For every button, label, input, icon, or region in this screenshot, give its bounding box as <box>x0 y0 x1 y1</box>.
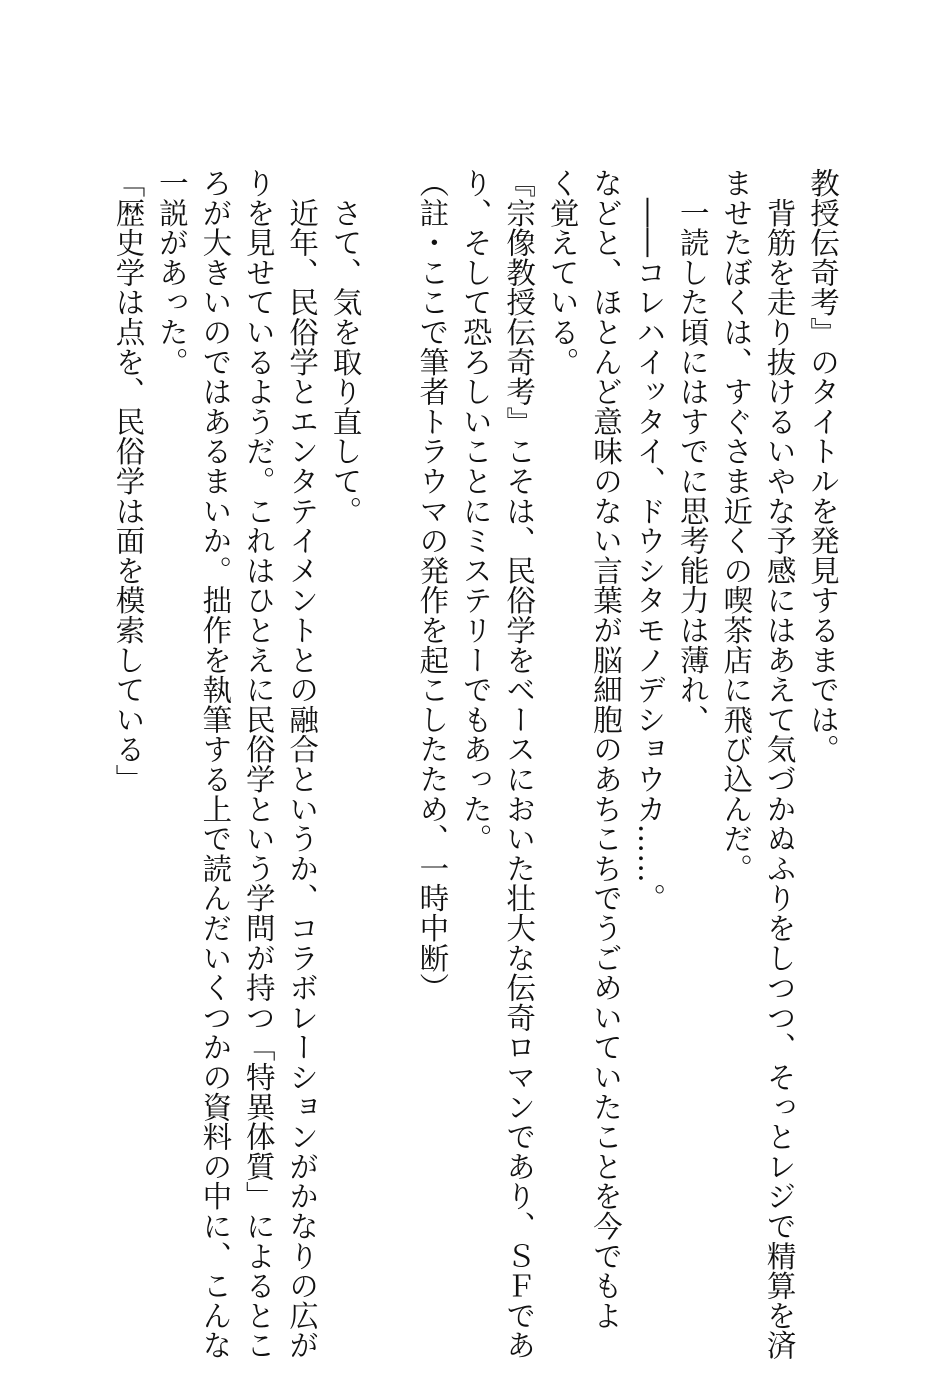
text-line: ませたぼくは、すぐさま近くの喫茶店に飛び込んだ。 <box>719 168 754 884</box>
text-line: 近年、民俗学とエンタテイメントとの融合というか、コラボレーションがかなりの広が <box>285 168 320 1360</box>
vertical-text-body <box>106 168 844 1360</box>
text-line: などと、ほとんど意味のない言葉が脳細胞のあちこちでうごめいていたことを今でもよ <box>588 168 623 1331</box>
text-line: 一説があった。 <box>154 168 189 377</box>
text-line: ろが大きいのではあるまいか。拙作を執筆する上で読んだいくつかの資料の中に、こんな <box>198 168 233 1360</box>
text-line: ――コレハイッタイ、ドウシタモノデショウカ……。 <box>632 168 667 913</box>
text-line: （註・ここで筆者トラウマの発作を起こしたため、一時中断） <box>415 168 450 1003</box>
text-line: 背筋を走り抜けるいやな予感にはあえて気づかぬふりをしつつ、そっとレジで精算を済 <box>762 168 797 1360</box>
text-line: 「歴史学は点を、民俗学は面を模索している」 <box>111 168 146 794</box>
text-line: りを見せているようだ。これはひとえに民俗学という学問が持つ「特異体質」によるとこ <box>241 168 276 1360</box>
blank-line <box>367 168 410 1278</box>
text-line: 『宗像教授伝奇考』こそは、民俗学をベースにおいた壮大な伝奇ロマンであり、ＳＦであ <box>502 168 537 1360</box>
text-line: り、そして恐ろしいことにミステリーでもあった。 <box>458 168 493 854</box>
text-line: 一読した頃にはすでに思考能力は薄れ、 <box>675 168 710 735</box>
text-line: 教授伝奇考』のタイトルを発見するまでは。 <box>806 168 840 764</box>
text-line: さて、気を取り直して。 <box>328 168 363 526</box>
text-line: く覚えている。 <box>545 168 580 377</box>
